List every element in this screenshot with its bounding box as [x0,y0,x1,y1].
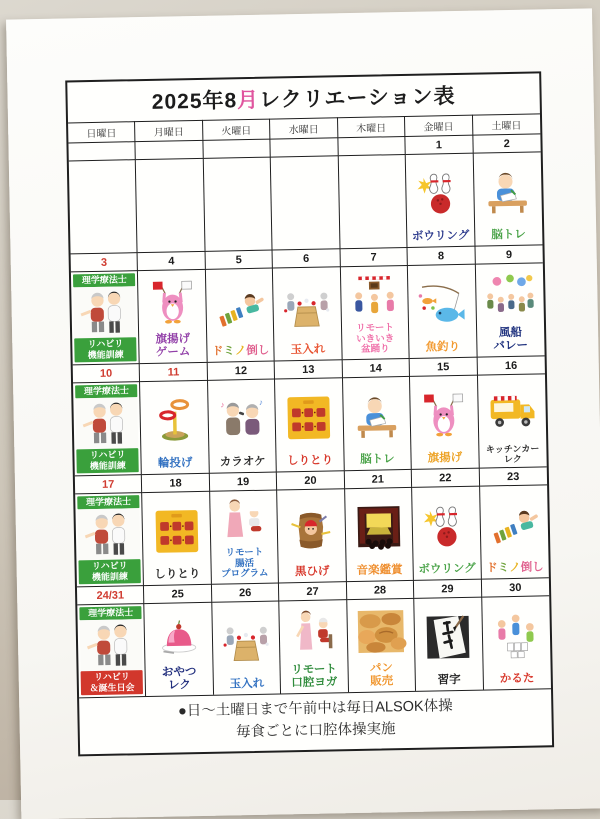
date-cell: 11 [140,362,208,381]
activity-label-char: ミ [223,345,235,357]
activity-cell [140,380,209,474]
date-cell: 20 [277,470,345,489]
activity-cell [275,377,344,471]
therapist-banner: 理学療法士 [79,606,142,620]
activity-cell [412,486,481,580]
date-cell: 6 [273,248,341,267]
activity-cell [77,603,146,697]
activity-label-char: ノ [235,345,247,357]
activity-label: パン 販売 [349,662,414,691]
weekday-5: 金曜日 [405,115,473,136]
activity-cell [475,262,544,356]
activity-label-char: し [258,345,270,357]
date-cell: 2 [473,133,541,152]
activity-cell [343,376,412,470]
date-cell: 16 [477,355,545,374]
rehab-training-icon [73,286,136,339]
date-cell: 29 [414,579,482,598]
date-cell [338,136,406,155]
weekday-0: 日曜日 [68,121,136,142]
date-cell: 24/31 [77,585,145,604]
title-year-month: 2025年8 [151,84,237,116]
shiritori-card-icon [276,379,342,455]
activity-label: 脳トレ [476,229,542,245]
activity-label: しりとり [145,568,210,584]
activity-cell [73,381,142,475]
activity-row [75,484,549,586]
chair-yoga-icon [281,601,347,664]
activity-label: 音楽鑑賞 [347,564,412,580]
date-cell: 27 [279,581,347,600]
therapist-banner: 理学療法士 [77,495,140,509]
ring-toss-icon [141,382,207,458]
date-cell: 4 [138,251,206,270]
activity-cell [341,265,410,359]
bowling-icon [413,488,479,564]
concert-stage-icon [346,489,412,565]
brain-training-icon [474,153,541,229]
date-cell: 19 [210,472,278,491]
flag-penguin-icon [411,377,477,453]
empty-cell [136,158,205,252]
activity-cell [482,595,551,689]
bread-icon [348,600,414,663]
kurohige-barrel-icon [278,490,344,566]
kitchen-car-icon [479,375,546,444]
date-cell: 21 [344,469,412,488]
note-line-2: 毎食ごとに口腔体操実施 [84,716,548,747]
rehab-training-icon [77,508,140,561]
activity-cell [408,264,477,358]
rehab-banner: リハビリ 機能訓練 [76,449,139,474]
shiritori-card-icon [144,493,210,569]
activity-label: 魚釣り [410,341,475,357]
calendar-paper [6,8,600,819]
weekday-6: 土曜日 [473,113,541,134]
bon-odori-icon [342,267,408,324]
activity-label: 習字 [417,674,482,690]
karaoke-icon [209,381,275,457]
activity-label: かるた [484,672,550,688]
activity-label: リモート 口腔ヨガ [282,663,347,692]
empty-cell [338,154,407,248]
date-cell: 5 [205,250,273,269]
date-cell: 8 [408,246,476,265]
activity-cell [143,491,212,585]
activity-label: ボウリング [415,563,480,579]
title-month-accent: 月 [237,84,260,114]
jelly-snack-icon [146,604,212,667]
svg-text:♪: ♪ [259,397,263,406]
calligraphy-icon [415,599,481,675]
activity-row [69,151,543,253]
activity-label-char: ミ [498,562,510,574]
activity-label: 玉入れ [215,678,280,694]
rehab-training-icon [75,397,138,450]
tamaire-icon [274,268,340,344]
notes-box [79,688,552,754]
date-cell: 30 [481,577,549,596]
title-suffix: レクリエーション表 [259,80,456,114]
empty-cell [204,157,273,251]
activity-label: ボウリング [408,230,473,246]
balloon-volley-icon [476,264,543,327]
date-cell: 28 [347,580,415,599]
empty-cell [69,159,138,253]
domino-fall-icon [207,270,273,346]
rehab-banner: リハビリ 機能訓練 [78,560,141,585]
activity-label-char: 倒 [521,562,533,574]
date-cell [203,139,271,158]
activity-cell [208,379,277,473]
note-line-1: ●日～土曜日まで午前中は毎日ALSOK体操 [83,694,547,725]
flag-penguin-icon [139,271,205,334]
activity-label: 黒ひげ [280,565,345,581]
activity-label: 旗揚げ [413,452,478,468]
tamaire-icon [213,603,279,679]
date-cell: 17 [75,474,143,493]
fishing-icon [409,266,475,342]
activity-label-char: 倒 [246,345,258,357]
activity-label: しりとり [278,454,343,470]
brain-training-icon [344,378,410,454]
activity-label-char: ド [212,346,224,358]
activity-label: リモート いきいき 盆踊り [343,323,408,358]
rehab-banner: リハビリ 機能訓練 [74,338,137,363]
activity-cell [345,487,414,581]
activity-label [208,345,273,361]
activity-label: 旗揚げ ゲーム [141,333,206,362]
activity-cell [277,488,346,582]
activity-cell [473,151,542,245]
empty-cell [271,155,340,249]
calendar-table [65,71,554,756]
date-cell: 22 [412,468,480,487]
date-cell: 14 [342,358,410,377]
activity-cell [410,375,479,469]
date-cell: 10 [73,363,141,382]
calendar-weeks [68,133,551,697]
rehab-banner: リハビリ ＆誕生日会 [81,671,144,696]
date-cell: 9 [475,244,543,263]
activity-label: 風船 バレー [478,327,544,356]
date-cell: 25 [144,584,212,603]
date-cell: 23 [479,466,547,485]
date-cell: 18 [142,473,210,492]
activity-cell [347,598,416,692]
bowling-icon [407,155,473,231]
weekday-1: 月曜日 [135,120,203,141]
date-cell: 26 [212,582,280,601]
weekday-3: 水曜日 [270,117,338,138]
activity-cell [480,484,549,578]
activity-cell [71,270,140,364]
activity-cell [212,600,281,694]
karuta-icon [483,597,550,673]
stretch-program-icon [211,492,277,549]
activity-cell [210,490,279,584]
activity-cell [75,492,144,586]
date-cell: 13 [275,359,343,378]
weekday-2: 火曜日 [203,119,271,140]
activity-cell [406,153,475,247]
date-cell: 7 [340,247,408,266]
domino-fall-icon [481,486,548,562]
date-cell: 12 [208,361,276,380]
activity-label: カラオケ [210,456,275,472]
activity-cell [145,602,214,696]
activity-label-char: ノ [509,562,521,574]
activity-label-char: ド [486,562,498,574]
activity-label: 輪投げ [143,457,208,473]
activity-cell [280,599,349,693]
activity-row [73,373,547,475]
date-cell [68,141,136,160]
date-cell [271,137,339,156]
activity-label: 玉入れ [276,343,341,359]
activity-label: 脳トレ [345,453,410,469]
therapist-banner: 理学療法士 [73,273,136,287]
date-cell: 3 [71,252,139,271]
date-cell: 15 [410,357,478,376]
date-cell: 1 [406,135,474,154]
activity-label-char: し [532,562,544,574]
activity-cell [273,266,342,360]
activity-label [482,561,548,577]
activity-row [71,262,545,364]
activity-cell [414,597,483,691]
date-cell [136,140,204,159]
therapist-banner: 理学療法士 [75,384,138,398]
activity-cell [138,269,207,363]
svg-text:♪: ♪ [220,400,224,409]
activity-label: おやつ レク [147,666,212,695]
activity-row [77,595,551,697]
weekday-4: 木曜日 [338,116,406,137]
activity-label: リモート 腸活 プログラム [212,548,277,583]
activity-cell [478,373,547,467]
activity-label: キッチンカー レク [480,443,546,466]
rehab-training-icon [80,619,143,672]
activity-cell [206,268,275,362]
